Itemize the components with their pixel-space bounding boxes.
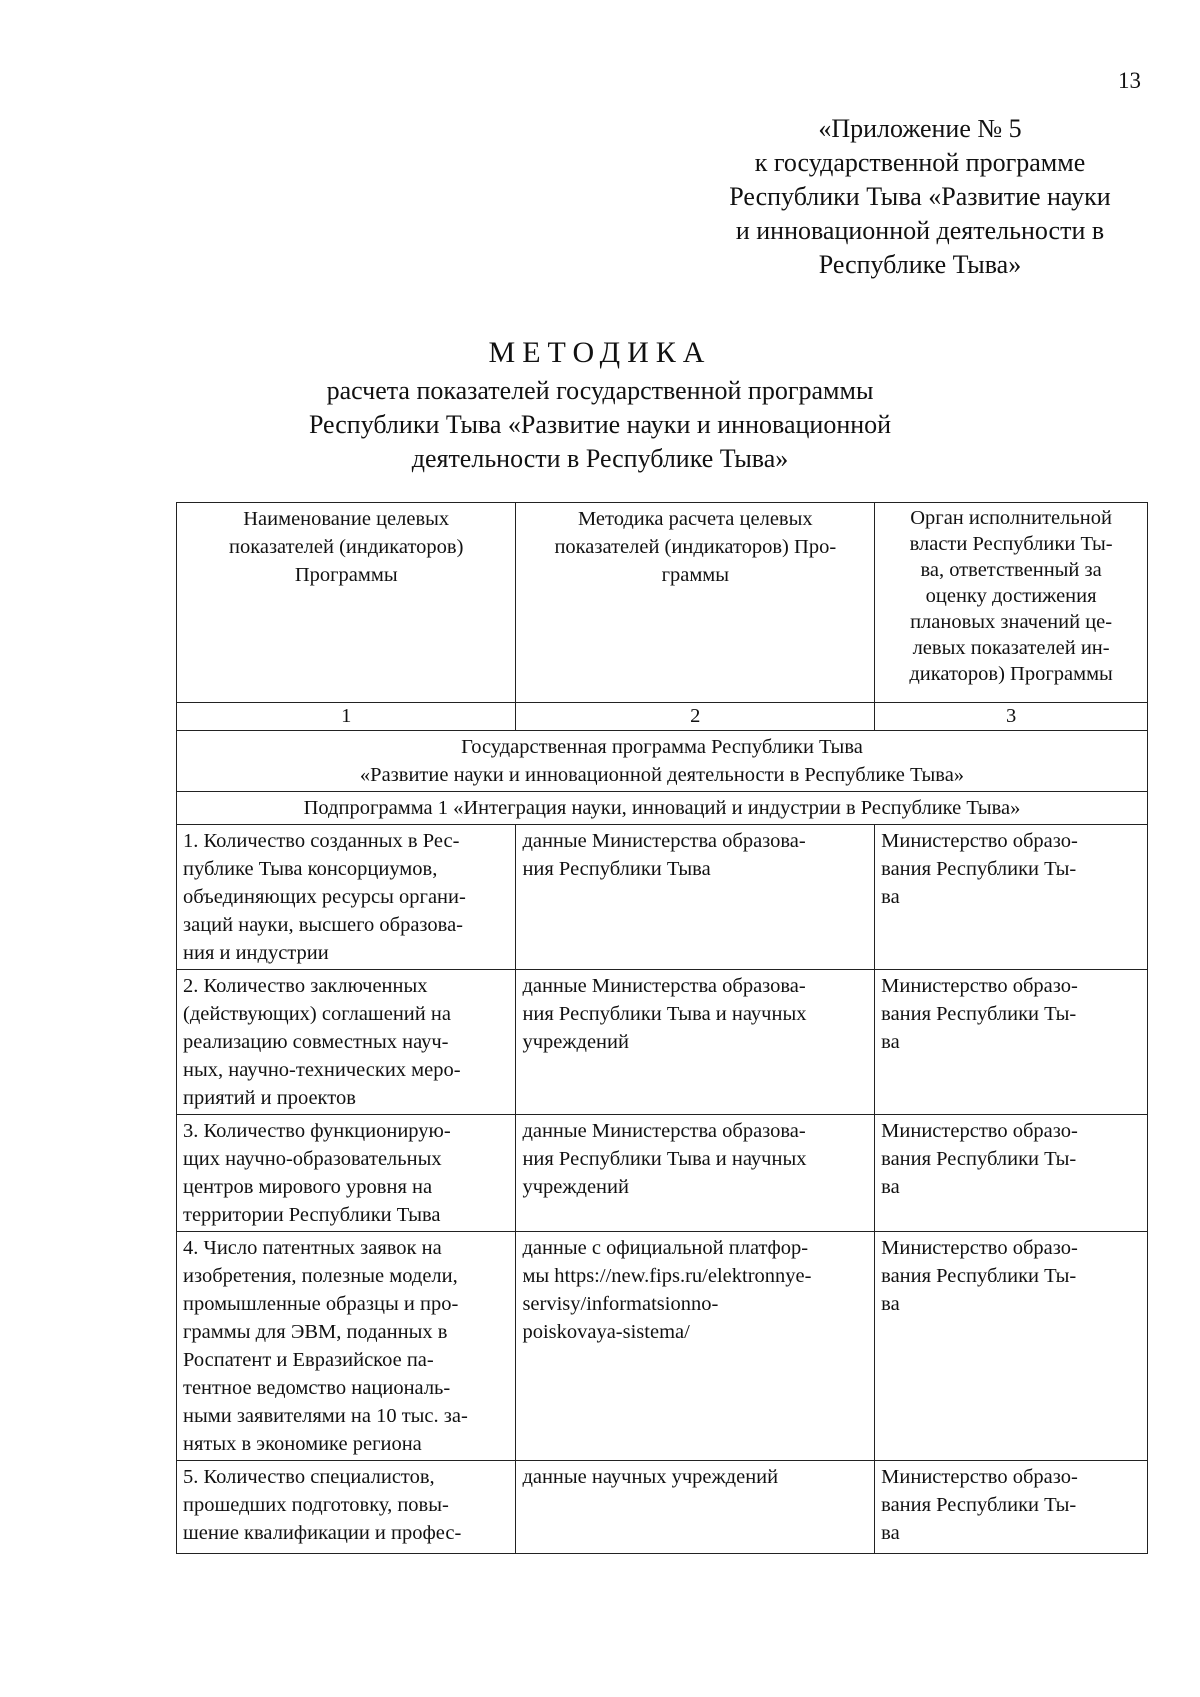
header-indicator-name: Наименование целевых показателей (индикаторов) Программы <box>177 503 516 703</box>
table-header-row <box>177 503 1148 703</box>
authority-cell: Министерство образо- вания Республики Ты- ва <box>875 1461 1148 1554</box>
document-title: МЕТОДИКА <box>488 336 712 369</box>
appendix-line: Республике Тыва» <box>818 250 1022 279</box>
page-number: 13 <box>1118 68 1141 93</box>
indicator-cell: 1. Количество созданных в Рес- публике Тыва консорциумов, объединяющих ресурсы органи- заций науки, высшего образова- ния и индустрии <box>177 825 516 970</box>
authority-cell: Министерство образо- вания Республики Ты- ва <box>875 970 1148 1115</box>
table-row <box>177 970 1148 1115</box>
subtitle-line: Республики Тыва «Развитие науки и инновационной <box>308 410 892 439</box>
appendix-line: Республики Тыва «Развитие науки <box>729 182 1111 211</box>
subtitle-line: деятельности в Республике Тыва» <box>411 444 789 473</box>
program-title: Государственная программа Республики Тыва «Развитие науки и инновационной деятельности в Республике Тыва» <box>177 731 1148 792</box>
document-subtitle <box>180 374 1020 476</box>
method-cell: данные Министерства образова- ния Республики Тыва <box>516 825 875 970</box>
subtitle-line: расчета показателей государственной программы <box>326 376 874 405</box>
subprogram-title-row <box>177 792 1148 825</box>
authority-cell: Министерство образо- вания Республики Ты- ва <box>875 825 1148 970</box>
table-row <box>177 825 1148 970</box>
column-number: 1 <box>177 703 516 731</box>
indicator-cell: 4. Число патентных заявок на изобретения, полезные модели, промышленные образцы и про- граммы для ЭВМ, поданных в Роспатент и Евразийское па- тентное ведомство националь- ными заявителями на 10 тыс. за- нятых в экономике региона <box>177 1232 516 1461</box>
authority-cell: Министерство образо- вания Республики Ты- ва <box>875 1232 1148 1461</box>
column-number: 2 <box>516 703 875 731</box>
appendix-heading <box>690 112 1150 282</box>
method-cell: данные с официальной платфор- мы https://new.fips.ru/elektronnye- servisy/informatsionno- poiskovaya-sistema/ <box>516 1232 875 1461</box>
indicators-table <box>176 502 1148 1554</box>
appendix-line: «Приложение № 5 <box>818 114 1022 143</box>
method-cell: данные Министерства образова- ния Республики Тыва и научных учреждений <box>516 1115 875 1232</box>
appendix-line: и инновационной деятельности в <box>735 216 1105 245</box>
program-title-row <box>177 731 1148 792</box>
indicator-cell: 2. Количество заключенных (действующих) соглашений на реализацию совместных науч- ных, научно-технических меро- приятий и проектов <box>177 970 516 1115</box>
indicator-cell: 5. Количество специалистов, прошедших подготовку, повы- шение квалификации и профес- <box>177 1461 516 1554</box>
column-number: 3 <box>875 703 1148 731</box>
header-calculation-method: Методика расчета целевых показателей (индикаторов) Про- граммы <box>516 503 875 703</box>
header-responsible-authority: Орган исполнительной власти Республики Ты- ва, ответственный за оценку достижения плановых значений це- левых показателей ин- дикаторов) Программы <box>875 503 1148 703</box>
table-row <box>177 1115 1148 1232</box>
authority-cell: Министерство образо- вания Республики Ты- ва <box>875 1115 1148 1232</box>
appendix-line: к государственной программе <box>754 148 1086 177</box>
method-cell: данные Министерства образова- ния Республики Тыва и научных учреждений <box>516 970 875 1115</box>
subprogram-title: Подпрограмма 1 «Интеграция науки, инноваций и индустрии в Республике Тыва» <box>177 792 1148 825</box>
table-row <box>177 1232 1148 1461</box>
column-number-row <box>177 703 1148 731</box>
method-cell: данные научных учреждений <box>516 1461 875 1554</box>
indicator-cell: 3. Количество функционирую- щих научно-образовательных центров мирового уровня на территории Республики Тыва <box>177 1115 516 1232</box>
table-row <box>177 1461 1148 1554</box>
